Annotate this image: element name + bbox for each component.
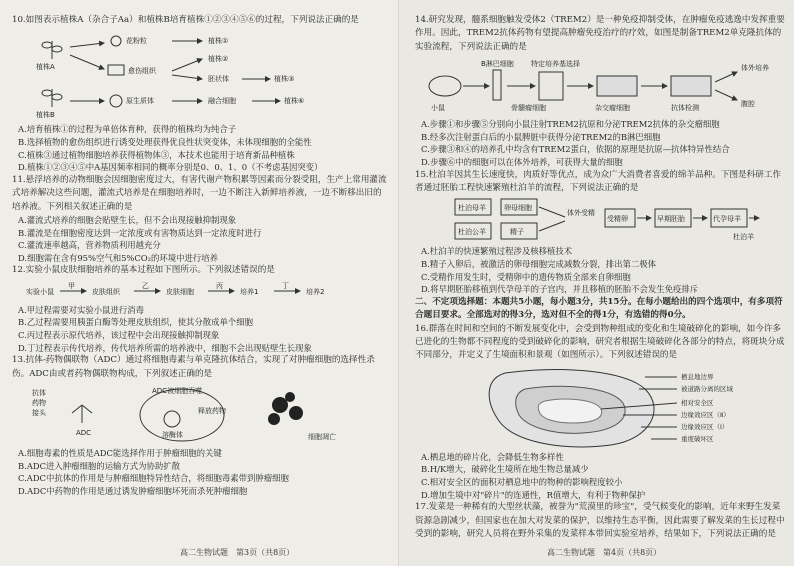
- embryo-label: 胚状体: [208, 75, 229, 84]
- q12-option-c: C.丙过程表示原代培养，该过程中会出现接触抑制现象: [18, 329, 220, 340]
- q16-stem: 16.群落在时间和空间的不断发展变化中，会受到物种组成的变化和生境破碎化的影响，如今许多已进化的生物都不同程度的受到破碎化的影响，研究者根据生境破碎化各部分的特点，将斑块分成不同部分，并定义了生境面积和景观（如图所示）。下列叙述错误的是: [415, 323, 785, 361]
- q10-figure: [12, 29, 390, 121]
- q10-option-a: A.培育植株①的过程为单倍体育种，获得的植株均为纯合子: [18, 124, 237, 135]
- plant2-label: 植株②: [208, 55, 229, 64]
- plant-a-label: 植株A: [36, 63, 55, 72]
- q10-diagram: [12, 29, 382, 121]
- screen-label: 抗体检测: [671, 104, 699, 113]
- legend-safe-zone: 相对安全区: [681, 398, 714, 407]
- flow-step-mouse: 实验小鼠: [26, 287, 54, 296]
- flow-zygote: 受精卵: [607, 215, 628, 224]
- q12-option-a: A.甲过程需要对实验小鼠进行消毒: [18, 304, 144, 315]
- flow-surrogate: 代孕母羊: [713, 215, 741, 224]
- pollen-label: 花粉粒: [126, 37, 147, 46]
- q13-option-d: D.ADC中药物的作用是通过诱发肿瘤细胞坏死而杀死肿瘤细胞: [18, 485, 248, 496]
- legend-edge-2: 边缘效应区（Ⅱ）: [681, 410, 730, 419]
- b-cell-label: B淋巴细胞: [481, 60, 514, 69]
- plant1-label: 植株①: [208, 37, 229, 46]
- flow-embryo: 早期胚胎: [657, 215, 685, 224]
- fusion-label: 融合细胞: [208, 97, 236, 106]
- q13-option-a: A.细胞毒素的性质是ADC能选择作用于肿瘤细胞的关键: [18, 447, 222, 458]
- adc-icon: [72, 405, 92, 423]
- apoptosis-icon: [268, 392, 303, 425]
- q16-option-b: B.H/K增大，破碎化生境所在地生物总量减少: [421, 464, 589, 475]
- callus-label: 愈伤组织: [128, 67, 156, 76]
- habitat-core-icon: [538, 399, 601, 423]
- drug-label: 药物: [32, 398, 46, 407]
- q11-stem: 11.悬浮培养的动物细胞会因细胞密度过大，有害代谢产物积累等因素而分裂受阻，生产上常用灌流式培养解决这些问题，灌流式培养是在细胞培养时，一边不断注入新鲜培养液，一边不断移出旧的培养液。下列相关叙述正确的是: [12, 174, 387, 212]
- lysosome-icon: [164, 411, 180, 427]
- q11-option-d: D.细胞需在含有95%空气和5%CO₂的环境中进行培养: [18, 252, 218, 263]
- q17-stem: 17.发菜是一种稀有的大型丝状藻，被誉为"荒漠里的珍宝"，受气候变化的影响，近年来野生发菜资源急剧减少，但国家也在加大对发菜的保护，以维持生态平衡，因此需要了解发菜的生长过程中受到的影响，研究人员将在野外采集的发菜样本带回实验室培养，结果如下，下列说法正确的是: [415, 502, 785, 539]
- flow-arrow-ding: 丁: [282, 281, 289, 290]
- select-label: 特定培养基选择: [531, 60, 580, 69]
- flow-step-skin-tissue: 皮肤组织: [92, 287, 120, 296]
- q13-option-b: B.ADC进入肿瘤细胞的运输方式为协助扩散: [18, 460, 180, 471]
- legend-destroyed: 重度破坏区: [681, 434, 714, 443]
- well-plate-icon: [597, 76, 637, 96]
- linker-label: 接头: [32, 408, 46, 417]
- flow-step-culture1: 培养1: [240, 287, 259, 296]
- flow-oocyte: 卵母细胞: [504, 204, 532, 213]
- plant-a-icon: [42, 41, 62, 59]
- q15-option-b: B.精子入卵后，被激活的卵母细胞完成减数分裂，排出第二极体: [421, 259, 656, 269]
- legend-boundary: 栖息地边界: [681, 372, 714, 381]
- q14-option-c: C.步骤③和④的培养孔中均含有TREM2蛋白，依据的原理是抗原—抗体特异性结合: [421, 144, 730, 155]
- flow-ivf: 体外受精: [567, 209, 595, 218]
- antibody-label: 抗体: [32, 388, 46, 397]
- test-tube-icon: [493, 70, 501, 100]
- flow-arrow-bing: 丙: [216, 281, 223, 290]
- in-vitro-label: 体外培养: [741, 64, 769, 73]
- flow-dorper: 杜泊羊: [733, 233, 754, 242]
- q13-stem: 13.抗体-药物偶联物（ADC）通过将细胞毒素与单克隆抗体结合，实现了对肿瘤细胞的选择性杀伤。ADC由或者药物偶联物构成，下列叙述正确的是: [12, 355, 375, 379]
- flow-step-skin-cells: 皮肤细胞: [166, 287, 194, 296]
- adc-label: ADC: [76, 428, 92, 437]
- q15-option-a: A.杜泊羊的快速繁殖过程涉及核移植技术: [421, 246, 573, 257]
- plant-b-label: 植株B: [36, 111, 55, 120]
- adc-endocytosis-label: ADC被细胞吞噬: [152, 386, 203, 395]
- lysosome-label: 溶酶体: [162, 430, 183, 439]
- abdomen-label: 腹腔: [741, 100, 755, 109]
- q10-option-c: C.植株③通过植物细胞培养获得植物体③，本技术也能用于培育新品种植株: [18, 149, 295, 160]
- hybridoma-label: 杂交瘤细胞: [595, 104, 630, 113]
- q11-option-b: B.灌流是在细胞密度达到一定浓度或有害物质达到一定浓度时进行: [18, 227, 262, 238]
- flow-ram: 杜泊公羊: [458, 228, 486, 237]
- legend-edge-1: 边缘效应区（Ⅰ）: [681, 422, 729, 431]
- q14-figure: [415, 56, 786, 116]
- q15-figure: [415, 197, 786, 243]
- q11-option-c: C.灌流速率越高，营养物质利用越充分: [18, 240, 161, 251]
- apoptosis-label: 细胞凋亡: [308, 432, 336, 441]
- q12-option-d: D.丁过程表示传代培养，传代培养所需的培养液中，细胞不会出现贴壁生长现象: [18, 342, 312, 353]
- plant6-label: 植株⑥: [284, 97, 305, 106]
- well-plate-icon: [671, 76, 711, 96]
- flow-sperm: 精子: [510, 228, 524, 237]
- exam-page-4: [399, 0, 794, 566]
- legend-road-separated: 被道路分离的区域: [681, 384, 733, 393]
- flow-ewe: 杜泊母羊: [458, 204, 486, 213]
- flow-step-culture2: 培养2: [306, 287, 325, 296]
- q10-option-d: D.植株①②③④⑤中A基因频率相同的概率分别是0、0、1、0（不考虑基因突变）: [18, 162, 323, 173]
- flow-arrow-jia: 甲: [68, 281, 75, 290]
- q15-option-c: C.受精作用发生时，受精卵中的遗传物质全部来自卵细胞: [421, 271, 631, 282]
- q14-stem: 14.研究发现，髓系细胞触发受体2（TREM2）是一种免疫抑制受体，在肿瘤免疫逃逸中发挥重要作用。因此，TREM2抗体药物有望提高肿瘤免疫治疗的疗效，如图是制备TREM2单克隆抗体的实验流程，下列说法正确的是: [415, 15, 785, 52]
- myeloma-label: 骨髓瘤细胞: [511, 104, 546, 113]
- q13-option-c: C.ADC中抗体的作用是与肿瘤细胞特异性结合，将细胞毒素带到肿瘤细胞: [18, 473, 289, 484]
- flask-icon: [539, 72, 563, 100]
- page-4-footer: 高二生物试题 第4页（共8页）: [547, 548, 662, 557]
- q13-figure: [12, 383, 390, 445]
- q10-option-b: B.选择植物的愈伤组织进行诱变处理获得优良性状突变体，未体现细胞的全能性: [18, 137, 312, 147]
- plant3-label: 植株③: [274, 75, 295, 84]
- q16-option-a: A.栖息地的碎片化，会降低生物多样性: [421, 451, 564, 462]
- q16-option-d: D.增加生境中对"碎片"的连通性，R值增大，有利于物种保护: [421, 489, 646, 500]
- plant-b-icon: [42, 89, 62, 107]
- protoplast-label: 原生质体: [126, 97, 154, 106]
- q14-option-a: A.步骤①和步骤⑤分别向小鼠注射TREM2抗原和分泌TREM2抗体的杂交瘤细胞: [421, 119, 720, 130]
- q12-stem: 12.实验小鼠皮肤细胞培养的基本过程如下图所示。下列叙述错误的是: [12, 265, 275, 276]
- flow-arrow-yi: 乙: [142, 281, 149, 290]
- q10-stem: 10.如图表示植株A（杂合子Aa）和植株B培育植株①②③④⑤⑥的过程，下列说法正确的是: [12, 15, 359, 25]
- pollen-icon: [111, 36, 121, 46]
- q14-option-b: B.经多次注射蛋白后的小鼠脾脏中获得分泌TREM2的B淋巴细胞: [421, 131, 661, 142]
- mouse-icon: [429, 76, 461, 96]
- release-label: 释放药物: [198, 406, 226, 415]
- section-2-header: 二、不定项选择题：本题共5小题，每小题3分，共15分。在每小题给出的四个选项中，有多项符合题目要求。全部选对的得3分，选对但不全的得1分，有选错的得0分。: [415, 296, 783, 321]
- protoplast-icon: [110, 95, 122, 107]
- q11-option-a: A.灌流式培养的细胞会贴壁生长，但不会出现接触抑制现象: [18, 215, 237, 225]
- q15-option-d: D.将早期胚胎移植到代孕母羊的子宫内，并且移植的胚胎不会发生免疫排斥: [421, 284, 699, 295]
- q15-stem: 15.杜泊羊因其生长速度快，肉质好等优点，成为众广大消费者喜爱的绵羊品种。下图是科研工作者通过胚胎工程快速繁殖杜泊羊的流程，下列说法正确的是: [415, 169, 782, 193]
- q14-option-d: D.步骤⑥中的细胞可以在体外培养，可获得大量的细胞: [421, 157, 623, 167]
- mouse-label: 小鼠: [431, 104, 445, 113]
- page-3-footer: 高二生物试题 第3页（共8页）: [180, 548, 295, 557]
- callus-icon: [108, 65, 124, 75]
- q16-figure: [415, 365, 786, 449]
- q12-option-b: B.乙过程需要用胰蛋白酶等处理皮肤组织，使其分散成单个细胞: [18, 317, 253, 328]
- q12-flow: [12, 280, 390, 302]
- q16-option-c: C.相对安全区的面积对栖息地中的物种的影响程度较小: [421, 477, 623, 487]
